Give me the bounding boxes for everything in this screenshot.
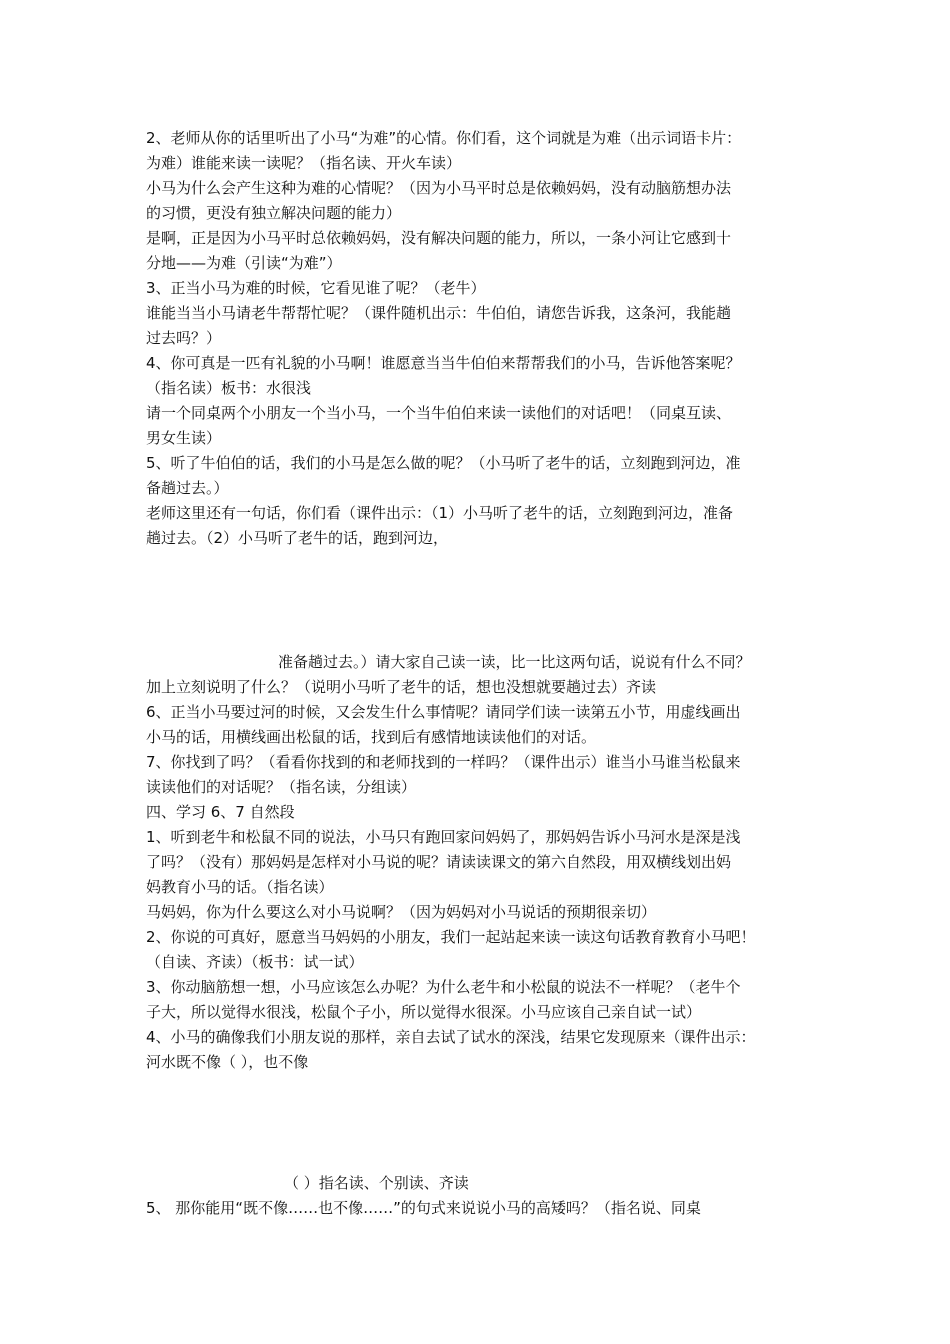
text-line: 河水既不像（ ），也不像 xyxy=(146,1053,309,1071)
text-line: 是啊，正是因为小马平时总依赖妈妈，没有解决问题的能力，所以，一条小河让它感到十 xyxy=(146,229,732,247)
text-line: 分地——为难（引读“为难”） xyxy=(146,254,342,272)
text-line: 小马为什么会产生这种为难的心情呢？（因为小马平时总是依赖妈妈，没有动脑筋想办法 xyxy=(146,179,732,197)
text-line: （自读、齐读）（板书：试一试） xyxy=(146,953,364,971)
text-line: 3、正当小马为难的时候，它看见谁了呢？（老牛） xyxy=(146,279,486,297)
text-line: 读读他们的对话呢？（指名读，分组读） xyxy=(146,778,417,796)
text-line: 马妈妈，你为什么要这么对小马说啊？（因为妈妈对小马说话的预期很亲切） xyxy=(146,903,657,921)
text-line: 1、听到老牛和松鼠不同的说法，小马只有跑回家问妈妈了，那妈妈告诉小马河水是深是浅 xyxy=(146,828,741,846)
text-line: 谁能当当小马请老牛帮帮忙呢？（课件随机出示：牛伯伯，请您告诉我，这条河，我能趟 xyxy=(146,304,732,322)
text-line: 趟过去。（2）小马听了老牛的话，跑到河边， xyxy=(146,529,449,547)
text-line: 子大，所以觉得水很浅，松鼠个子小，所以觉得水很深。小马应该自己亲自试一试） xyxy=(146,1003,702,1021)
text-line: 的习惯，更没有独立解决问题的能力） xyxy=(146,204,402,222)
text-line: 小马的话，用横线画出松鼠的话，找到后有感情地读读他们的对话。 xyxy=(146,728,597,746)
text-line: 了吗？（没有）那妈妈是怎样对小马说的呢？请读读课文的第六自然段，用双横线划出妈 xyxy=(146,853,732,871)
text-line: （ ）指名读、个别读、齐读 xyxy=(284,1174,469,1192)
text-line: 请一个同桌两个小朋友一个当小马，一个当牛伯伯来读一读他们的对话吧！（同桌互读、 xyxy=(146,404,732,422)
text-line: 2、老师从你的话里听出了小马“为难”的心情。你们看，这个词就是为难（出示词语卡片： xyxy=(146,129,742,147)
text-line: 妈教育小马的话。（指名读） xyxy=(146,878,334,896)
text-line: 过去吗？） xyxy=(146,329,222,347)
section-heading: 四、学习 6、7 自然段 xyxy=(146,803,295,821)
text-line: 加上立刻说明了什么？（说明小马听了老牛的话，想也没想就要趟过去）齐读 xyxy=(146,678,657,696)
text-line: 准备趟过去。）请大家自己读一读，比一比这两句话，说说有什么不同？ xyxy=(278,653,751,671)
text-line: 5、 那你能用“既不像……也不像……”的句式来说说小马的高矮吗？（指名说、同桌 xyxy=(146,1199,701,1217)
text-line: 老师这里还有一句话，你们看（课件出示：（1）小马听了老牛的话，立刻跑到河边，准备 xyxy=(146,504,734,522)
text-line: （指名读）板书：水很浅 xyxy=(146,379,312,397)
text-line: 男女生读） xyxy=(146,429,222,447)
text-line: 6、正当小马要过河的时候，又会发生什么事情呢？请同学们读一读第五小节，用虚线画出 xyxy=(146,703,741,721)
text-line: 5、听了牛伯伯的话，我们的小马是怎么做的呢？（小马听了老牛的话，立刻跑到河边，准 xyxy=(146,454,741,472)
text-line: 2、你说的可真好，愿意当马妈妈的小朋友，我们一起站起来读一读这句话教育教育小马吧！ xyxy=(146,928,756,946)
text-line: 4、小马的确像我们小朋友说的那样，亲自去试了试水的深浅，结果它发现原来（课件出示： xyxy=(146,1028,756,1046)
text-line: 3、你动脑筋想一想，小马应该怎么办呢？为什么老牛和小松鼠的说法不一样呢？（老牛个 xyxy=(146,978,741,996)
text-line: 为难）谁能来读一读呢？（指名读、开火车读） xyxy=(146,154,462,172)
text-line: 7、你找到了吗？（看看你找到的和老师找到的一样吗？（课件出示）谁当小马谁当松鼠来 xyxy=(146,753,741,771)
text-line: 4、你可真是一匹有礼貌的小马啊！谁愿意当当牛伯伯来帮帮我们的小马，告诉他答案呢？ xyxy=(146,354,741,372)
text-line: 备趟过去。） xyxy=(146,479,229,497)
